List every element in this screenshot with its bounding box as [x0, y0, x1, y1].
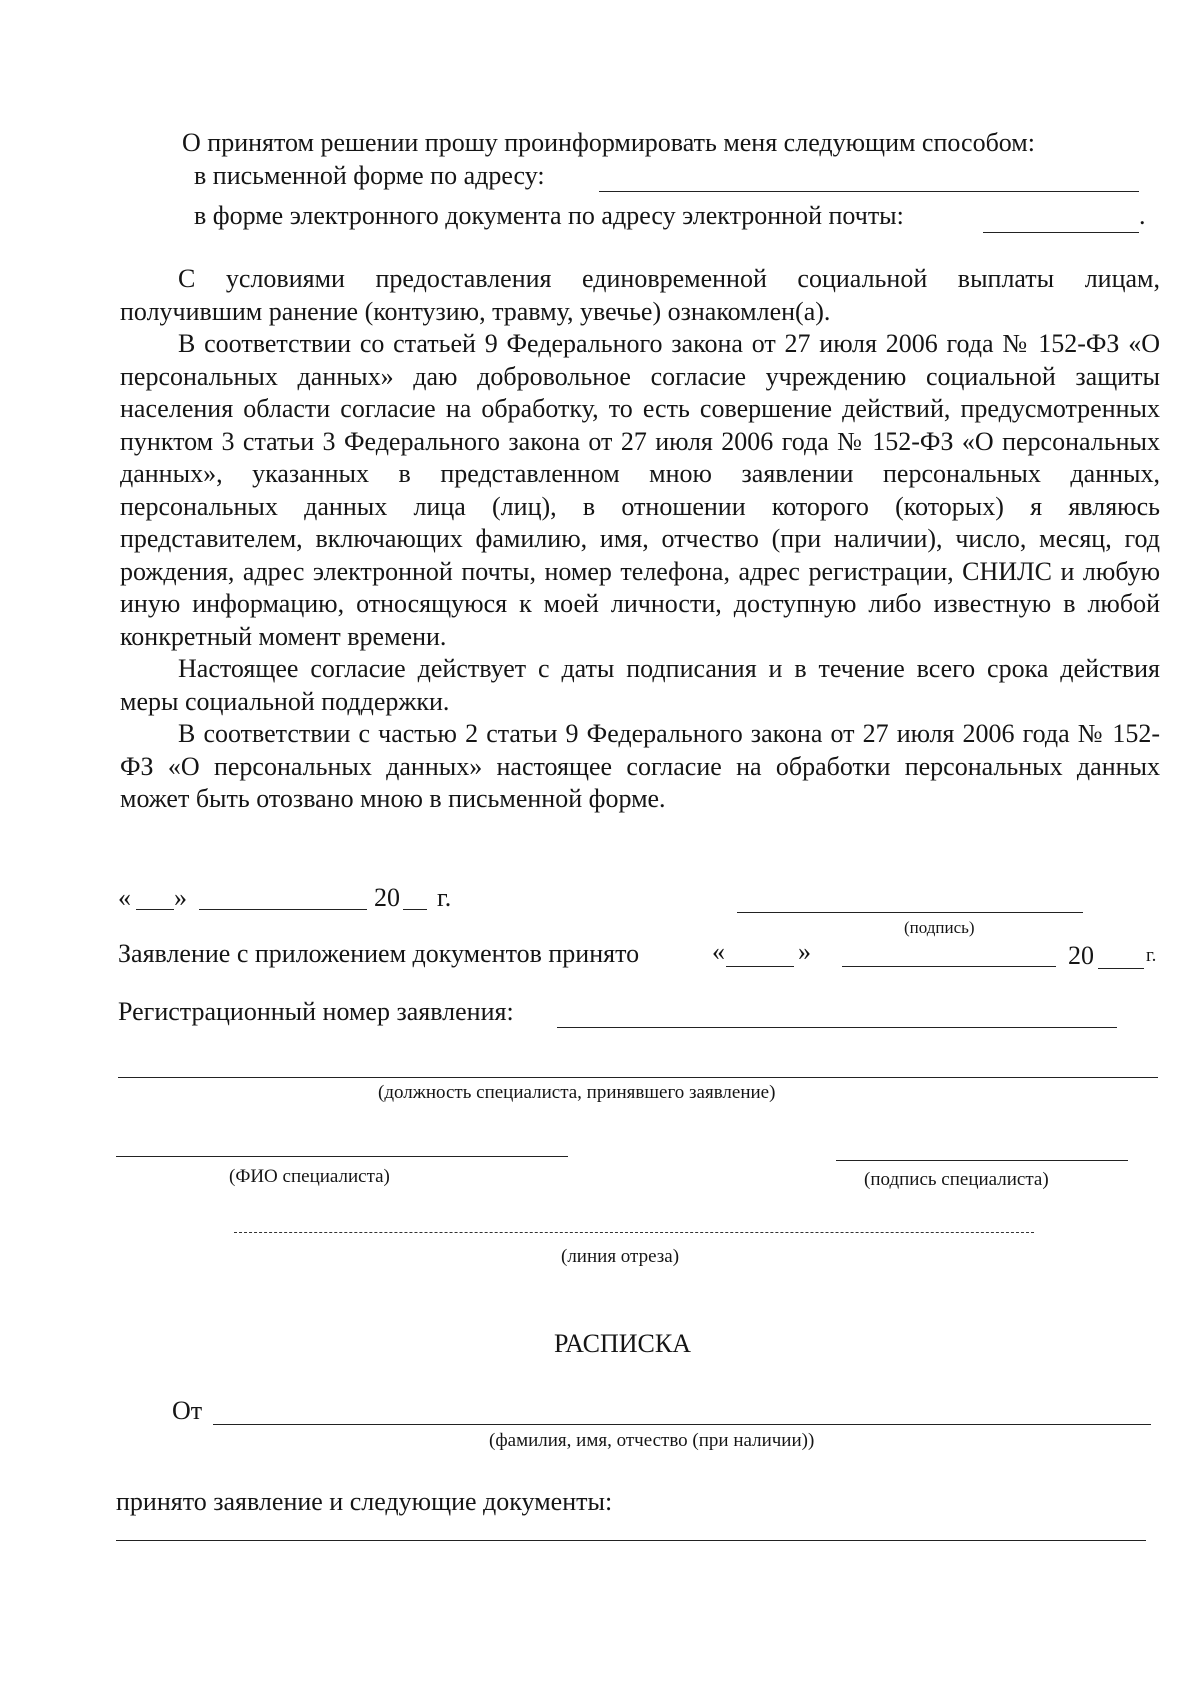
accepted-month-field[interactable]	[842, 966, 1056, 967]
specialist-fio-field[interactable]	[116, 1156, 568, 1157]
specialist-position-field[interactable]	[118, 1077, 1158, 1078]
specialist-position-caption: (должность специалиста, принявшего заявление)	[378, 1082, 776, 1103]
date-year-field[interactable]	[403, 909, 427, 910]
notify-intro: О принятом решении прошу проинформировать меня следующим способом:	[182, 128, 1035, 157]
receipt-from-caption: (фамилия, имя, отчество (при наличии))	[489, 1430, 815, 1451]
accepted-quote-close: »	[798, 937, 811, 966]
paragraph-validity: Настоящее согласие действует с даты подписания и в течение всего срока действия меры социальной поддержки.	[120, 654, 1160, 716]
date-year-suffix: г.	[437, 883, 452, 912]
written-address-field[interactable]	[599, 191, 1139, 192]
accepted-day-field[interactable]	[726, 966, 794, 967]
specialist-signature-caption: (подпись специалиста)	[864, 1169, 1049, 1190]
receipt-from-field[interactable]	[213, 1424, 1151, 1425]
receipt-from-label: От	[172, 1396, 203, 1425]
notify-written-label: в письменной форме по адресу:	[194, 161, 545, 190]
notify-electronic-end: .	[1139, 201, 1146, 230]
receipt-documents-label: принято заявление и следующие документы:	[116, 1487, 613, 1516]
cut-line-caption: (линия отреза)	[561, 1246, 680, 1267]
applicant-signature-field[interactable]	[737, 912, 1083, 913]
accepted-label: Заявление с приложением документов принято	[118, 939, 640, 968]
accepted-year-prefix: 20	[1068, 941, 1094, 970]
specialist-fio-caption: (ФИО специалиста)	[229, 1166, 390, 1187]
receipt-title: РАСПИСКА	[554, 1329, 691, 1358]
accepted-year-suffix: г.	[1146, 945, 1157, 966]
accepted-year-field[interactable]	[1098, 968, 1144, 969]
paragraph-consent: В соответствии со статьей 9 Федерального закона от 27 июля 2006 года № 152-ФЗ «О персональных данных» даю добровольное согласие учреждению социальной защиты населения области согласие на обработку, то есть совершение действий, предусмотренных пунктом 3 статьи 3 Федерального закона от 27 июля 2006 года № 152-ФЗ «О персональных данных», указанных в представленном мною заявлении персональных данных, персональных данных лица (лиц), в отношении которого (которых) я являюсь представителем, включающих фамилию, имя, отчество (при наличии), число, месяц, год рождения, адрес электронной почты, номер телефона, адрес регистрации, СНИЛС и любую иную информацию, относящуюся к моей личности, доступную либо известную в любой конкретный момент времени.	[120, 329, 1160, 651]
specialist-signature-field[interactable]	[836, 1160, 1128, 1161]
date-month-field[interactable]	[199, 909, 367, 910]
registration-label: Регистрационный номер заявления:	[118, 997, 514, 1026]
registration-number-field[interactable]	[557, 1027, 1117, 1028]
paragraph-revocation: В соответствии с частью 2 статьи 9 Федерального закона от 27 июля 2006 года № 152-ФЗ «О персональных данных» настоящее согласие на обработки персональных данных может быть отозвано мною в письменной форме.	[120, 719, 1160, 813]
cut-line	[234, 1232, 1034, 1233]
date-year-prefix: 20	[374, 883, 400, 912]
date-quote-open: «	[118, 883, 131, 912]
accepted-quote-open: «	[712, 937, 725, 966]
date-day-field[interactable]	[136, 909, 174, 910]
paragraph-conditions: С условиями предоставления единовременной социальной выплаты лицам, получившим ранение (контузию, травму, увечье) ознакомлен(а).	[120, 264, 1160, 326]
email-address-field[interactable]	[983, 232, 1139, 233]
consent-text	[120, 263, 1160, 816]
applicant-signature-caption: (подпись)	[904, 918, 975, 937]
receipt-documents-field[interactable]	[116, 1540, 1146, 1541]
notify-electronic-label: в форме электронного документа по адресу электронной почты:	[194, 201, 904, 230]
date-quote-close: »	[174, 883, 187, 912]
